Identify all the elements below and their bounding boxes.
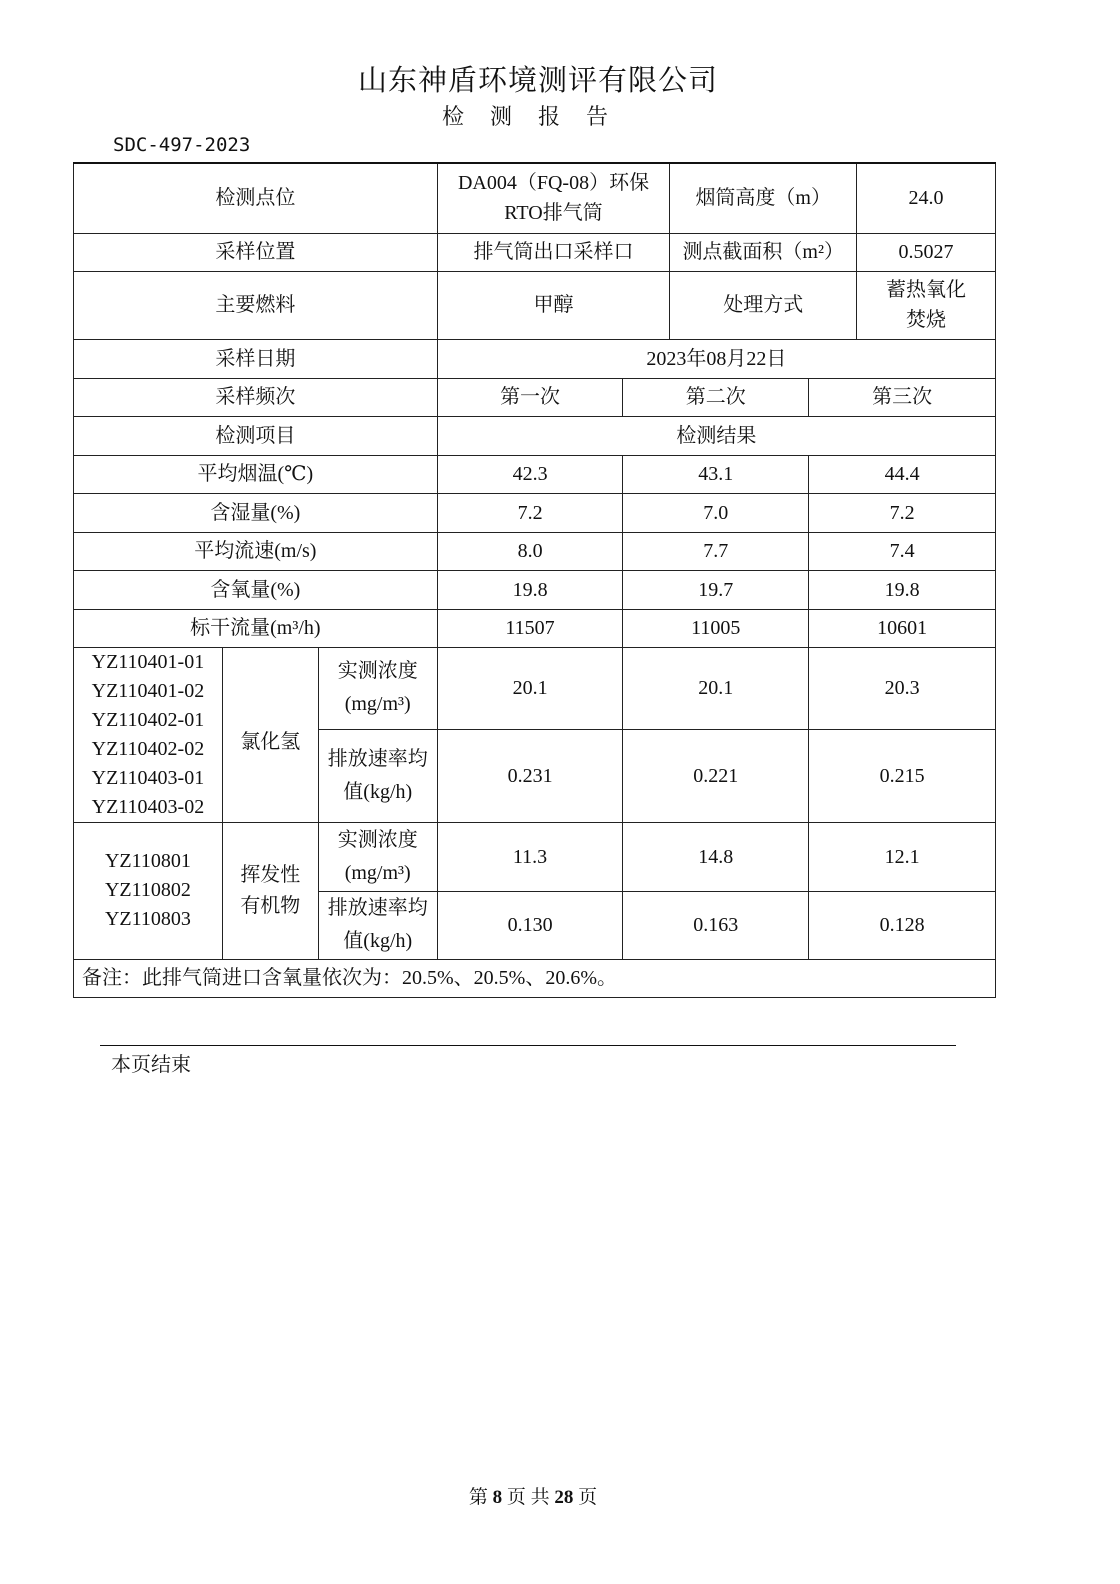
- frequency-3: 第三次: [809, 378, 996, 416]
- sample-id: YZ110802: [104, 879, 191, 901]
- fuel-value: 甲醇: [437, 271, 670, 339]
- rate-label: 排放速率均值(kg/h): [318, 729, 437, 822]
- conc-label: 实测浓度(mg/m³): [318, 647, 437, 729]
- frequency-label: 采样频次: [74, 378, 438, 416]
- date-label: 采样日期: [74, 339, 438, 378]
- rate-value: 0.221: [623, 729, 809, 822]
- company-name: 山东神盾环境测评有限公司: [357, 63, 718, 97]
- pollutant-name: 挥发性有机物: [222, 822, 318, 959]
- conc-value: 20.1: [623, 647, 809, 729]
- sample-ids: [74, 647, 223, 822]
- param-label: 标干流量(m³/h): [74, 609, 438, 647]
- document-number: SDC-497-2023: [113, 134, 251, 156]
- divider-line: [100, 1045, 956, 1046]
- point-label: 检测点位: [74, 163, 438, 233]
- param-value: 7.4: [809, 532, 996, 570]
- row-point: [74, 163, 996, 233]
- param-value: 19.8: [437, 570, 623, 609]
- date-value: 2023年08月22日: [437, 339, 995, 378]
- param-value: 11005: [623, 609, 809, 647]
- report-table: [73, 162, 996, 998]
- row-frequency: [74, 378, 996, 416]
- document-type: 检测报告: [441, 105, 634, 130]
- sample-id: YZ110403-02: [91, 795, 205, 818]
- current-page: 8: [492, 1487, 503, 1508]
- param-value: 7.2: [809, 493, 996, 532]
- conc-value: 12.1: [809, 822, 996, 891]
- sample-id: YZ110402-01: [91, 708, 205, 731]
- conc-value: 14.8: [623, 822, 809, 891]
- rate-value: 0.231: [437, 729, 623, 822]
- table-row: [74, 532, 996, 570]
- sample-id: YZ110403-01: [91, 766, 205, 789]
- row-fuel: [74, 271, 996, 339]
- total-pages: 28: [554, 1487, 574, 1508]
- param-value: 19.7: [623, 570, 809, 609]
- param-value: 7.7: [623, 532, 809, 570]
- param-value: 42.3: [437, 455, 623, 493]
- row-date: [74, 339, 996, 378]
- table-row: [74, 609, 996, 647]
- rate-value: 0.163: [623, 891, 809, 959]
- sample-ids: [74, 822, 223, 959]
- sample-id: YZ110401-02: [91, 679, 205, 702]
- param-value: 8.0: [437, 532, 623, 570]
- param-value: 7.0: [623, 493, 809, 532]
- frequency-2: 第二次: [623, 378, 809, 416]
- section-area-label: 测点截面积（m²）: [670, 233, 857, 271]
- conc-value: 20.3: [809, 647, 996, 729]
- note-text: 备注：此排气筒进口含氧量依次为：20.5%、20.5%、20.6%。: [74, 959, 996, 997]
- param-value: 10601: [809, 609, 996, 647]
- pollutant-row-conc: [74, 822, 996, 891]
- pollutant-row-conc: [74, 647, 996, 729]
- param-label: 平均烟温(℃): [74, 455, 438, 493]
- fuel-label: 主要燃料: [74, 271, 438, 339]
- table-row: [74, 455, 996, 493]
- treatment-value: 蓄热氧化焚烧: [857, 271, 996, 339]
- page-footer: [0, 1482, 1066, 1509]
- param-value: 19.8: [809, 570, 996, 609]
- page-end-text: 本页结束: [111, 1052, 191, 1076]
- param-value: 43.1: [623, 455, 809, 493]
- rate-value: 0.215: [809, 729, 996, 822]
- param-value: 7.2: [437, 493, 623, 532]
- table-row: [74, 493, 996, 532]
- sample-id: YZ110402-02: [91, 737, 205, 760]
- param-label: 平均流速(m/s): [74, 532, 438, 570]
- rate-value: 0.128: [809, 891, 996, 959]
- section-area-value: 0.5027: [857, 233, 996, 271]
- sample-id: YZ110401-01: [91, 650, 205, 673]
- note-row: [74, 959, 996, 997]
- sampling-location-label: 采样位置: [74, 233, 438, 271]
- stack-height-value: 24.0: [857, 163, 996, 233]
- sample-id: YZ110801: [104, 850, 191, 872]
- param-value: 11507: [437, 609, 623, 647]
- row-item-header: [74, 416, 996, 455]
- point-value: DA004（FQ-08）环保RTO排气筒: [437, 163, 670, 233]
- item-label: 检测项目: [74, 416, 438, 455]
- stack-height-label: 烟筒高度（m）: [670, 163, 857, 233]
- conc-value: 20.1: [437, 647, 623, 729]
- param-label: 含氧量(%): [74, 570, 438, 609]
- row-location: [74, 233, 996, 271]
- rate-label: 排放速率均值(kg/h): [318, 891, 437, 959]
- footer-suffix: 页: [578, 1487, 598, 1508]
- conc-label: 实测浓度(mg/m³): [318, 822, 437, 891]
- result-label: 检测结果: [437, 416, 995, 455]
- rate-value: 0.130: [437, 891, 623, 959]
- table-row: [74, 570, 996, 609]
- sample-id: YZ110803: [104, 908, 191, 930]
- pollutant-name: 氯化氢: [222, 647, 318, 822]
- param-value: 44.4: [809, 455, 996, 493]
- param-label: 含湿量(%): [74, 493, 438, 532]
- treatment-label: 处理方式: [670, 271, 857, 339]
- footer-prefix: 第: [468, 1487, 488, 1508]
- frequency-1: 第一次: [437, 378, 623, 416]
- footer-middle: 页 共: [506, 1487, 550, 1508]
- conc-value: 11.3: [437, 822, 623, 891]
- sampling-location-value: 排气筒出口采样口: [437, 233, 670, 271]
